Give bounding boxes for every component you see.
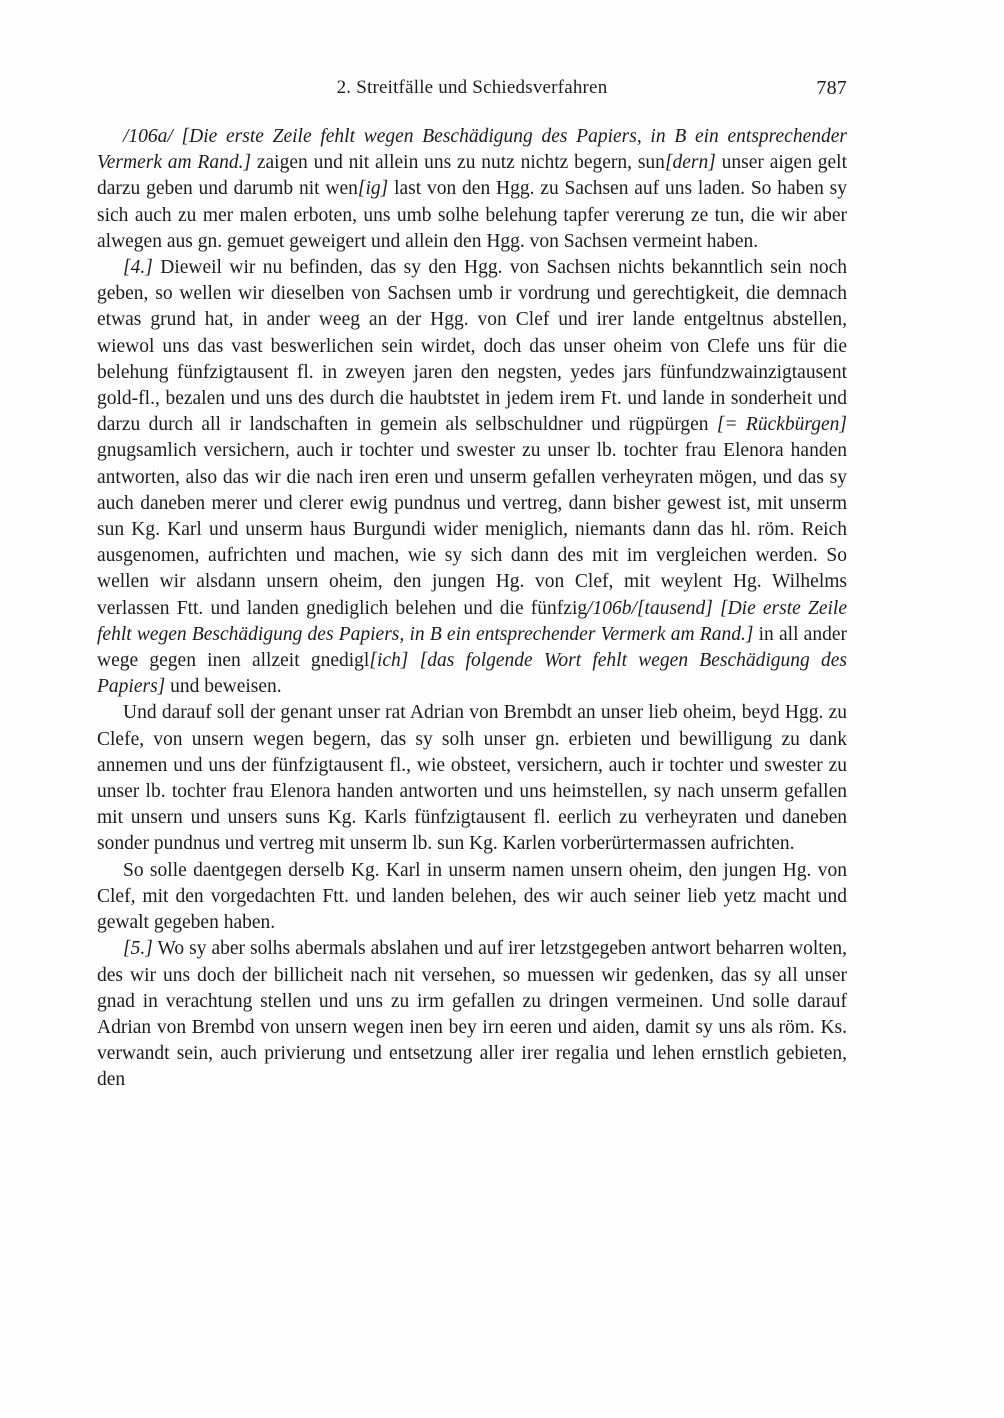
editorial-note: /106a/ [Die erste Zeile fehlt wegen Beschädigung des Papiers, in B ein entsprechender Vermerk am Rand.] — [97, 126, 847, 174]
editorial-note: [ig] — [357, 178, 389, 200]
text-run: in all ander wege gegen inen allzeit gnedigl — [97, 623, 847, 672]
editorial-note: [= Rückbürgen] — [716, 414, 847, 436]
text-run: Dieweil wir nu befinden, das sy den Hgg. von Sachsen nichts bekanntlich sein noch geben, so wellen wir dieselben von Sachsen umb ir vordrung und gerechtigkeit, die demnach etwas grund hat, in ander weeg an der Hgg. von Clef und irer lande entgeltnus abstellen, wiewol uns das vast beswerlichen sein wirdet, doch das unser oheim von Clefe uns für die belehung fünfzigtausent fl. in zweyen jaren den negsten, yedes jars fünfundzwainzigtausent gold-fl., bezalen und uns des durch die haubtstet in jedem irem Ft. und lande in sonderheit und darzu durch all ir landschaften in gemein als selbschuldner und rügpürgen — [97, 257, 847, 436]
text-run: Und darauf soll der genant unser rat Adrian von Brembdt an unser lieb oheim, beyd Hgg. zu Clefe, von unsern wegen begern, das sy solh unser gn. erbieten und bewilligung zu dank annemen und uns der fünfzigtausent fl., wie obsteet, versichern, auch ir tochter und swester zu unser lb. tochter frau Elenora handen antworten und uns heimstellen, sy nach unserm gefallen mit unsern und unsers suns Kg. Karls fünfzigtausent fl. eerlich zu verheyraten und daneben sonder pundnus und vertreg mit unserm lb. sun Kg. Karlen vorberürtermassen aufrichten. — [97, 702, 847, 855]
text-run: Wo sy aber solhs abermals abslahen und auf irer letzstgegeben antwort beharren wolten, des wir uns doch der billicheit nach nit versehen, so muessen wir gedenken, das sy all unser gnad in verachtung stellen und uns zu irm gefallen zu dringen vermeinen. Und solle darauf Adrian von Brembd von unsern wegen inen bey irn eeren und aiden, damit sy uns als röm. Ks. verwandt sein, auch privierung und entsetzung aller irer regalia und lehen ernstlich gebieten, den — [97, 938, 847, 1091]
paragraph — [97, 700, 847, 857]
editorial-note: [ich] — [369, 650, 409, 672]
editorial-note: [5.] — [123, 938, 153, 960]
editorial-note: [das folgende Wort fehlt wegen Beschädigung des Papiers] — [97, 650, 848, 698]
text-block — [97, 76, 847, 1094]
text-run: und beweisen. — [165, 676, 282, 698]
paragraph — [97, 255, 847, 700]
text-run: So solle daentgegen derselb Kg. Karl in unserm namen unsern oheim, den jungen Hg. von Clef, mit den vorgedachten Ftt. und landen belehen, des wir auch seiner lieb yetz macht und gewalt gegeben haben. — [97, 859, 847, 934]
text-run: unser aigen gelt darzu geben und darumb nit wen — [97, 152, 847, 200]
editorial-note: [4.] — [123, 257, 153, 279]
text-run: zaigen und nit allein uns zu nutz nichtz begern, sun — [251, 152, 665, 174]
body-text — [97, 124, 847, 1094]
paragraph — [97, 936, 847, 1093]
text-run: gnugsamlich versichern, auch ir tochter und swester zu unser lb. tochter frau Elenora handen antworten, also das wir die nach iren eren und unserm gefallen verheyraten mögen, und das sy auch daneben merer und clerer ewig pundnus und vertreg, dann bisher gewest ist, mit unserm sun Kg. Karl und unserm haus Burgundi wider meniglich, niemants dann das hl. röm. Reich ausgenomen, aufrichten und machen, wie sy sich dann des mit im vergleichen werden. So wellen wir alsdann unsern oheim, den jungen Hg. von Clef, mit weylent Hg. Wilhelms verlassen Ftt. und landen gnediglich belehen und die fünfzig — [97, 440, 847, 619]
text-run — [408, 650, 419, 671]
paragraph — [97, 858, 847, 937]
section-title: 2. Streitfälle und Schiedsverfahren — [336, 77, 608, 98]
paragraph — [97, 124, 847, 255]
page-number: 787 — [816, 77, 847, 99]
page-header — [97, 76, 847, 100]
text-run: last von den Hgg. zu Sachsen auf uns laden. So haben sy sich auch zu mer malen erboten, uns umb solhe belehung tapfer vererung ze tun, die wir aber alwegen aus gn. gemuet geweigert und allein den Hgg. von Sachsen vermeint haben. — [97, 178, 847, 252]
editorial-note: [dern] — [664, 152, 716, 174]
editorial-note: /106b/[tausend] [Die erste Zeile fehlt wegen Beschädigung des Papiers, in B ein entsprechender Vermerk am Rand.] — [97, 597, 847, 645]
